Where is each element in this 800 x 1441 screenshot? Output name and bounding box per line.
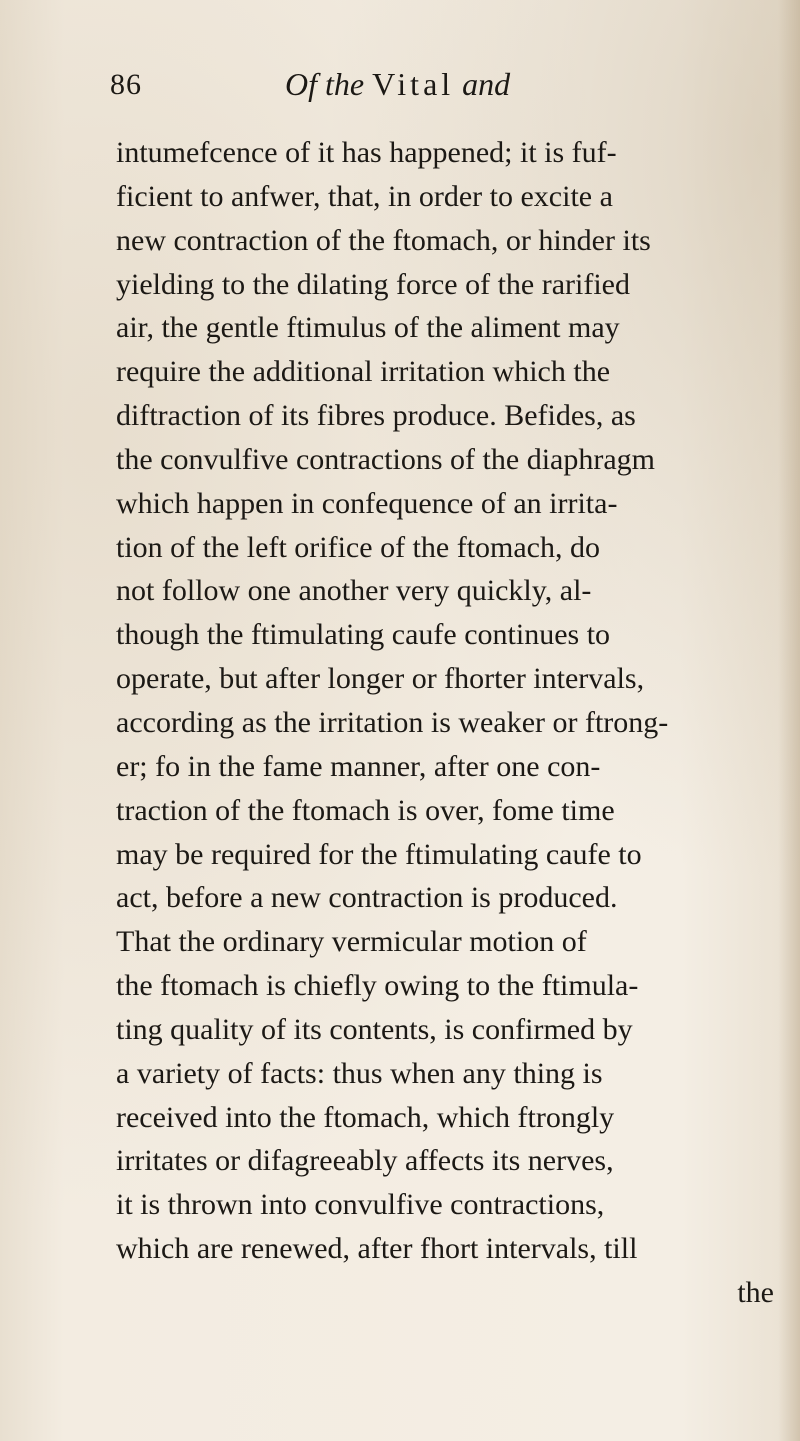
text-line: it is thrown into convulfive contractions, — [116, 1188, 605, 1222]
text-line: the convulfive contractions of the diaphragm — [116, 442, 655, 476]
text-line: intumefcence of it has happened; it is fuf- — [116, 136, 617, 169]
text-line: new contraction of the ftomach, or hinder its — [116, 223, 651, 257]
text-line: diftraction of its fibres produce. Befides, as — [116, 399, 636, 433]
text-line: tion of the left orifice of the ftomach, do — [116, 530, 600, 564]
text-line: operate, but after longer or fhorter intervals, — [116, 662, 645, 696]
text-line: require the additional irritation which the — [116, 355, 611, 389]
page-number: 86 — [110, 68, 142, 101]
running-head — [285, 66, 510, 103]
page-header — [110, 62, 710, 112]
text-line: the ftomach is chiefly owing to the ftimula- — [116, 969, 639, 1003]
text-line: which are renewed, after fhort intervals, till — [116, 1232, 638, 1266]
text-line: according as the irritation is weaker or ftrong- — [116, 705, 669, 739]
text-line: not follow one another very quickly, al- — [116, 574, 592, 608]
text-line: which happen in confequence of an irrita- — [116, 486, 618, 520]
body-text — [116, 131, 786, 1315]
text-line: traction of the ftomach is over, fome time — [116, 793, 615, 827]
text-line: though the ftimulating caufe continues to — [116, 618, 611, 652]
text-line: received into the ftomach, which ftrongly — [116, 1100, 615, 1134]
running-head-prefix: Of the — [285, 66, 365, 102]
text-line: That the ordinary vermicular motion of — [116, 925, 587, 959]
text-line: may be required for the ftimulating caufe to — [116, 837, 642, 871]
running-head-suffix: and — [462, 66, 511, 102]
text-line: ficient to anfwer, that, in order to excite a — [116, 179, 613, 213]
text-line: er; fo in the fame manner, after one con- — [116, 749, 601, 783]
running-head-main: Vital — [372, 66, 455, 102]
text-line: irritates or difagreeably affects its nerves, — [116, 1144, 614, 1178]
text-line: a variety of facts: thus when any thing is — [116, 1056, 603, 1090]
text-line: yielding to the dilating force of the rarified — [116, 267, 630, 301]
text-line: act, before a new contraction is produced. — [116, 881, 618, 915]
catchword: the — [737, 1275, 774, 1309]
text-line: ting quality of its contents, is confirmed by — [116, 1012, 633, 1046]
text-line: air, the gentle ftimulus of the aliment may — [116, 311, 620, 345]
